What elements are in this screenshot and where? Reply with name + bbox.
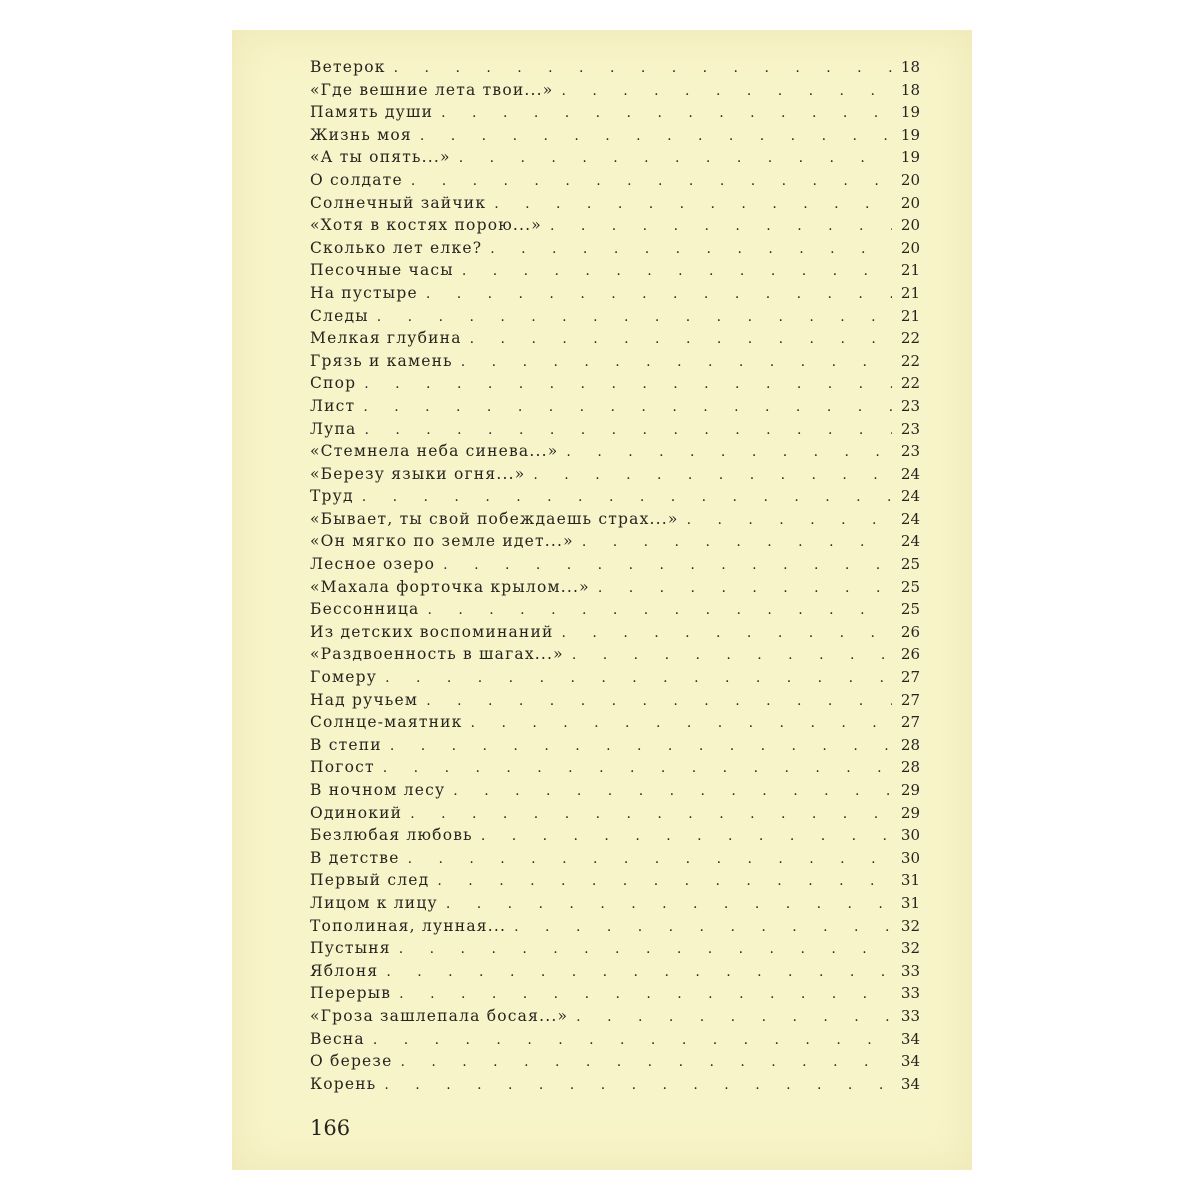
toc-entry-title: О березе	[310, 1052, 393, 1071]
dot-leader	[427, 602, 892, 618]
toc-entry-title: В ночном лесу	[310, 781, 446, 799]
toc-entry-page-number: 20	[900, 216, 920, 235]
toc-entry	[310, 758, 920, 781]
toc-entry-page-number: 18	[900, 58, 920, 76]
dot-leader	[420, 128, 892, 144]
toc-entry	[310, 713, 920, 736]
toc-entry-title: В детстве	[310, 848, 400, 867]
toc-entry	[310, 849, 920, 872]
toc-entry	[310, 1030, 920, 1053]
toc-entry	[310, 329, 920, 352]
dot-leader	[459, 150, 892, 166]
toc-entry-title: Лицом к лицу	[310, 893, 438, 912]
toc-entry-page-number: 19	[900, 125, 920, 144]
toc-entry-page-number: 22	[900, 351, 920, 370]
toc-entry-page-number: 23	[900, 442, 920, 461]
toc-entry-page-number: 22	[900, 329, 920, 348]
toc-entry-title: Над ручьем	[310, 690, 419, 709]
toc-entry-title: «Махала форточка крылом...»	[310, 577, 590, 596]
toc-entry-title: Память души	[310, 103, 434, 122]
toc-entry	[310, 623, 920, 646]
toc-entry	[310, 1052, 920, 1075]
toc-entry-title: Лист	[310, 396, 356, 415]
toc-entry-title: Тополиная, лунная...	[310, 916, 507, 935]
toc-entry-page-number: 34	[900, 1074, 920, 1093]
toc-entry-title: Грязь и камень	[310, 351, 453, 370]
toc-entry-title: Лупа	[310, 419, 357, 438]
toc-entry	[310, 578, 920, 601]
toc-entry	[310, 194, 920, 217]
toc-entry	[310, 261, 920, 284]
toc-entry-page-number: 29	[900, 781, 920, 799]
toc-entry-page-number: 24	[900, 509, 920, 528]
toc-entry-title: Одинокий	[310, 803, 403, 822]
toc-entry-title: Труд	[310, 487, 354, 506]
toc-entry-page-number: 30	[900, 848, 920, 867]
toc-entry-page-number: 30	[900, 826, 920, 845]
toc-entry-title: Яблоня	[310, 961, 379, 980]
toc-entry-page-number: 25	[900, 555, 920, 574]
toc-entry	[310, 126, 920, 149]
toc-entry-title: Весна	[310, 1029, 365, 1048]
dot-leader	[384, 1077, 892, 1093]
toc-entry-title: Бессонница	[310, 600, 420, 619]
toc-entry-title: Из детских воспоминаний	[310, 622, 554, 641]
toc-entry-title: О солдате	[310, 170, 403, 189]
dot-leader	[362, 489, 892, 505]
toc-entry-page-number: 25	[900, 600, 920, 619]
toc-entry-page-number: 33	[900, 1006, 920, 1025]
toc-entry-title: Жизнь моя	[310, 125, 412, 144]
toc-entry-title: На пустыре	[310, 283, 418, 302]
toc-entry-page-number: 32	[900, 939, 920, 958]
toc-entry-title: «Гроза зашлепала босая...»	[310, 1006, 569, 1025]
toc-entry-page-number: 20	[900, 238, 920, 257]
toc-entry-page-number: 32	[900, 916, 920, 935]
toc-entry	[310, 216, 920, 239]
toc-entry-page-number: 31	[900, 871, 920, 890]
dot-leader	[399, 941, 892, 957]
toc-entry-page-number: 19	[900, 148, 920, 167]
toc-entry-page-number: 21	[900, 306, 920, 325]
toc-entry-page-number: 19	[900, 103, 920, 122]
toc-entry	[310, 510, 920, 533]
toc-entry-title: «Бывает, ты свой побеждаешь страх...»	[310, 509, 679, 528]
toc-entry	[310, 420, 920, 443]
toc-entry-title: «Раздвоенность в шагах...»	[310, 645, 564, 664]
toc-entry-title: Гомеру	[310, 668, 378, 687]
toc-entry-page-number: 27	[900, 713, 920, 732]
dot-leader	[364, 422, 892, 438]
dot-leader	[481, 828, 892, 844]
toc-entry	[310, 600, 920, 623]
toc-entry-title: В степи	[310, 735, 382, 754]
dot-leader	[572, 647, 892, 663]
toc-entry	[310, 826, 920, 849]
toc-entry-page-number: 24	[900, 464, 920, 483]
dot-leader	[386, 964, 892, 980]
toc-entry-title: Первый след	[310, 871, 430, 890]
toc-entry-title: Спор	[310, 374, 357, 393]
toc-entry	[310, 984, 920, 1007]
dot-leader	[410, 806, 892, 822]
toc-entry	[310, 645, 920, 668]
toc-entry-page-number: 21	[900, 283, 920, 302]
toc-entry-title: Ветерок	[310, 58, 386, 76]
dot-leader	[399, 986, 892, 1002]
dot-leader	[446, 896, 892, 912]
toc-entry	[310, 442, 920, 465]
dot-leader	[426, 286, 892, 302]
toc-entry	[310, 894, 920, 917]
toc-entry	[310, 962, 920, 985]
toc-entry-title: Солнце-маятник	[310, 713, 463, 732]
toc-entry-page-number: 18	[900, 80, 920, 99]
dot-leader	[533, 467, 892, 483]
page-number: 166	[310, 1116, 351, 1140]
toc-entry	[310, 939, 920, 962]
toc-entry-page-number: 26	[900, 645, 920, 664]
toc-entry	[310, 103, 920, 126]
toc-entry-title: Пустыня	[310, 939, 391, 958]
dot-leader	[383, 760, 892, 776]
toc-entry-page-number: 26	[900, 622, 920, 641]
toc-entry-page-number: 27	[900, 690, 920, 709]
toc-entry-title: Погост	[310, 758, 375, 777]
dot-leader	[364, 376, 892, 392]
toc-entry-title: «Хотя в костях порою...»	[310, 216, 542, 235]
toc-entry-page-number: 33	[900, 984, 920, 1003]
dot-leader	[441, 105, 892, 121]
toc-entry-title: Лесное озеро	[310, 555, 436, 574]
dot-leader	[470, 331, 892, 347]
dot-leader	[687, 512, 892, 528]
toc-entry-page-number: 24	[900, 487, 920, 506]
toc-entry	[310, 465, 920, 488]
toc-entry-page-number: 20	[900, 193, 920, 212]
toc-entry-title: Сколько лет елке?	[310, 238, 483, 257]
toc-entry	[310, 736, 920, 759]
toc-entry-title: Безлюбая любовь	[310, 826, 473, 845]
toc-entry-title: Солнечный зайчик	[310, 193, 487, 212]
book-page	[232, 30, 972, 1170]
dot-leader	[426, 693, 892, 709]
toc-entry-page-number: 28	[900, 758, 920, 777]
dot-leader	[437, 873, 892, 889]
toc-entry-title: «Стемнела неба синева...»	[310, 442, 559, 461]
toc-entry	[310, 487, 920, 510]
toc-entry	[310, 81, 920, 104]
toc-entry	[310, 555, 920, 578]
dot-leader	[576, 1009, 892, 1025]
dot-leader	[408, 851, 892, 867]
toc-entry-title: Песочные часы	[310, 261, 454, 280]
toc-entry	[310, 691, 920, 714]
toc-entry	[310, 532, 920, 555]
toc-entry-page-number: 24	[900, 532, 920, 551]
toc-entry-page-number: 23	[900, 419, 920, 438]
toc-entry-page-number: 20	[900, 170, 920, 189]
dot-leader	[453, 783, 892, 799]
toc-entry-page-number: 21	[900, 261, 920, 280]
toc-entry-title: Следы	[310, 306, 369, 325]
dot-leader	[461, 354, 892, 370]
toc-entry	[310, 284, 920, 307]
toc-entry	[310, 804, 920, 827]
toc-entry-page-number: 22	[900, 374, 920, 393]
toc-entry-title: «Он мягко по земле идет...»	[310, 532, 574, 551]
dot-leader	[598, 580, 892, 596]
toc-entry	[310, 917, 920, 940]
toc-entry-page-number: 31	[900, 893, 920, 912]
toc-entry-title: Мелкая глубина	[310, 329, 462, 348]
toc-entry-page-number: 33	[900, 961, 920, 980]
dot-leader	[562, 625, 892, 641]
dot-leader	[514, 919, 892, 935]
toc-entry-page-number: 27	[900, 668, 920, 687]
toc-entry	[310, 148, 920, 171]
toc-entry	[310, 374, 920, 397]
toc-entry	[310, 58, 920, 81]
toc-entry	[310, 352, 920, 375]
dot-leader	[443, 557, 892, 573]
dot-leader	[566, 444, 892, 460]
toc-entry-title: «Березу языки огня...»	[310, 464, 526, 483]
dot-leader	[377, 309, 892, 325]
dot-leader	[582, 534, 892, 550]
toc-entry-page-number: 28	[900, 735, 920, 754]
toc-entry	[310, 668, 920, 691]
toc-entry-page-number: 29	[900, 803, 920, 822]
toc-entry-page-number: 34	[900, 1029, 920, 1048]
toc-entry	[310, 171, 920, 194]
toc-entry	[310, 397, 920, 420]
dot-leader	[494, 196, 892, 212]
dot-leader	[390, 738, 892, 754]
toc-entry-page-number: 34	[900, 1052, 920, 1071]
dot-leader	[471, 715, 892, 731]
dot-leader	[462, 263, 892, 279]
toc-entry	[310, 781, 920, 804]
dot-leader	[490, 241, 892, 257]
table-of-contents	[310, 58, 920, 1097]
toc-entry	[310, 1075, 920, 1098]
toc-entry-page-number: 25	[900, 577, 920, 596]
toc-entry	[310, 1007, 920, 1030]
dot-leader	[373, 1032, 892, 1048]
toc-entry-page-number: 23	[900, 396, 920, 415]
toc-entry-title: «Где вешние лета твои...»	[310, 80, 554, 99]
toc-entry-title: Корень	[310, 1074, 377, 1093]
dot-leader	[561, 83, 892, 99]
toc-entry	[310, 871, 920, 894]
toc-entry	[310, 307, 920, 330]
dot-leader	[385, 670, 892, 686]
dot-leader	[394, 60, 892, 76]
dot-leader	[411, 173, 892, 189]
toc-entry-title: Перерыв	[310, 984, 392, 1003]
dot-leader	[550, 218, 892, 234]
dot-leader	[363, 399, 892, 415]
toc-entry	[310, 239, 920, 262]
dot-leader	[400, 1054, 892, 1070]
toc-entry-title: «А ты опять...»	[310, 148, 451, 167]
